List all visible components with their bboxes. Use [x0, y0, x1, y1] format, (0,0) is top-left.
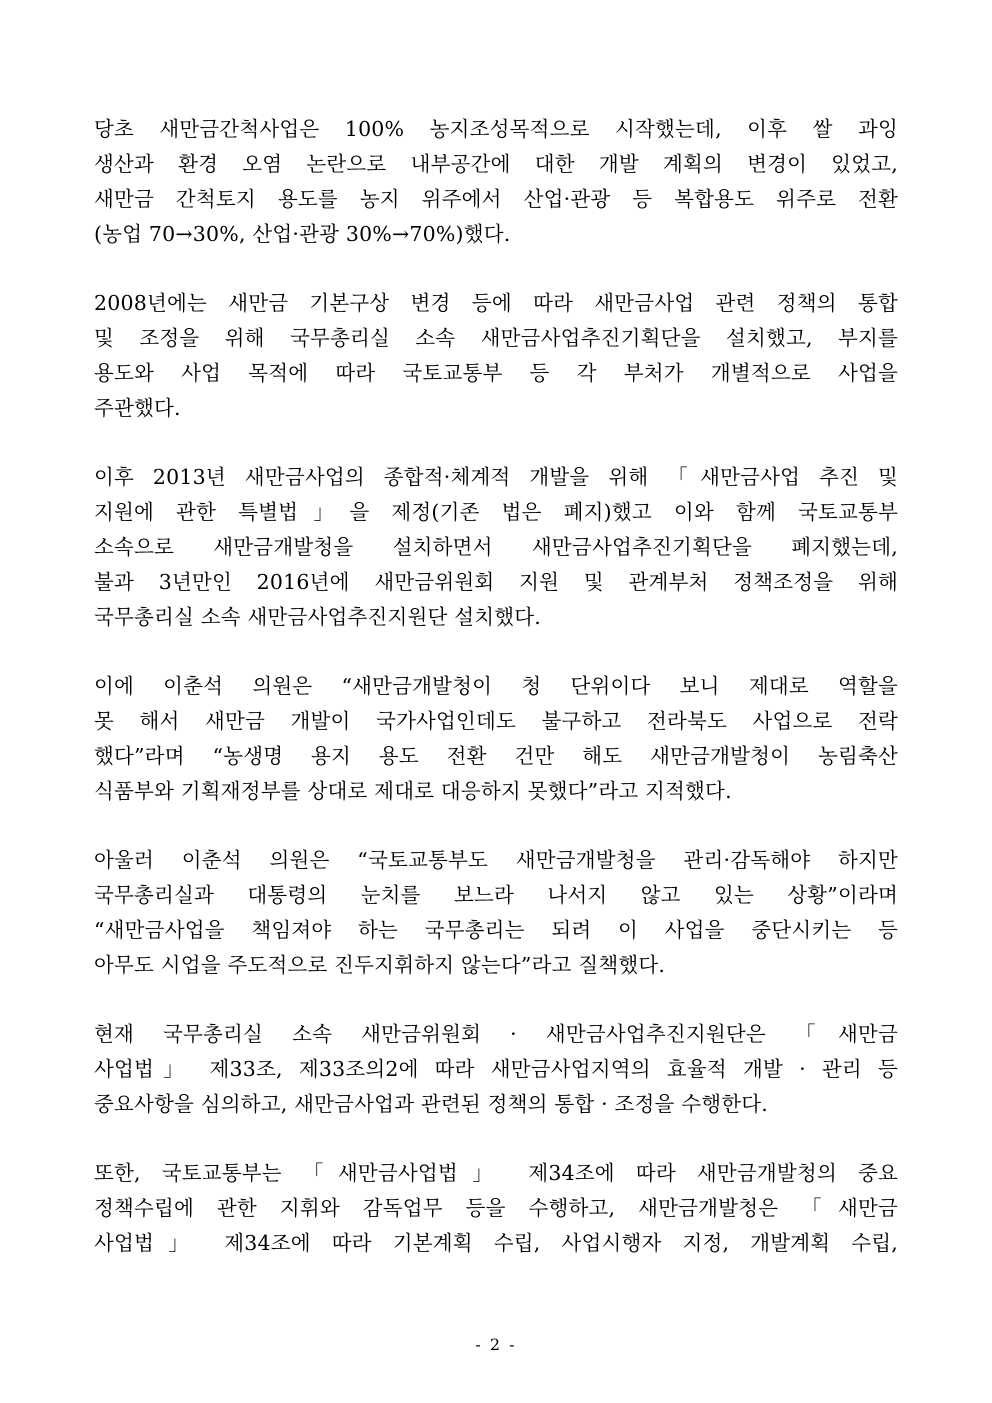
text-line: 했다”라며 “농생명 용지 용도 전환 건만 해도 새만금개발청이 농림축산: [94, 744, 898, 768]
paragraph-2: [94, 286, 898, 426]
text-line: 새만금 간척토지 용도를 농지 위주에서 산업·관광 등 복합용도 위주로 전환: [94, 187, 898, 211]
text-line: 용도와 사업 목적에 따라 국토교통부 등 각 부처가 개별적으로 사업을: [94, 361, 898, 385]
text-line: 이에 이춘석 의원은 “새만금개발청이 청 단위이다 보니 제대로 역할을: [94, 674, 898, 698]
text-line: 사업법」 제34조에 따라 기본계획 수립, 사업시행자 지정, 개발계획 수립,: [94, 1231, 898, 1255]
text-line: 중요사항을 심의하고, 새만금사업과 관련된 정책의 통합 · 조정을 수행한다.: [94, 1092, 768, 1116]
text-line: “새만금사업을 책임져야 하는 국무총리는 되려 이 사업을 중단시키는 등: [94, 918, 898, 942]
text-line: 현재 국무총리실 소속 새만금위원회 · 새만금사업추진지원단은 「새만금: [94, 1022, 898, 1046]
text-line: 생산과 환경 오염 논란으로 내부공간에 대한 개발 계획의 변경이 있었고,: [94, 152, 898, 176]
text-line: 아무도 시업을 주도적으로 진두지휘하지 않는다”라고 질책했다.: [94, 953, 666, 977]
text-line: (농업 70→30%, 산업·관광 30%→70%)했다.: [94, 222, 511, 246]
text-line: 당초 새만금간척사업은 100% 농지조성목적으로 시작했는데, 이후 쌀 과잉: [94, 117, 898, 141]
paragraph-spacer: [94, 252, 898, 286]
text-line: 이후 2013년 새만금사업의 종합적·체계적 개발을 위해 「새만금사업 추진 및: [94, 465, 898, 489]
paragraph-spacer: [94, 635, 898, 669]
text-line: 식품부와 기획재정부를 상대로 제대로 대응하지 못했다”라고 지적했다.: [94, 779, 732, 803]
paragraph-5: [94, 843, 898, 983]
paragraph-6: [94, 1017, 898, 1122]
text-line: 또한, 국토교통부는 「새만금사업법」 제34조에 따라 새만금개발청의 중요: [94, 1161, 898, 1185]
paragraph-spacer: [94, 809, 898, 843]
text-line: 아울러 이춘석 의원은 “국토교통부도 새만금개발청을 관리·감독해야 하지만: [94, 848, 898, 872]
document-body: [94, 112, 898, 1261]
paragraph-spacer: [94, 1122, 898, 1156]
paragraph-1: [94, 112, 898, 252]
text-line: 불과 3년만인 2016년에 새만금위원회 지원 및 관계부처 정책조정을 위해: [94, 570, 898, 594]
paragraph-4: [94, 669, 898, 809]
text-line: 국무총리실 소속 새만금사업추진지원단 설치했다.: [94, 605, 541, 629]
text-line: 및 조정을 위해 국무총리실 소속 새만금사업추진기획단을 설치했고, 부지를: [94, 326, 898, 350]
text-line: 지원에 관한 특별법」을 제정(기존 법은 폐지)했고 이와 함께 국토교통부: [94, 500, 898, 524]
text-line: 2008년에는 새만금 기본구상 변경 등에 따라 새만금사업 관련 정책의 통합: [94, 291, 898, 315]
text-line: 못 해서 새만금 개발이 국가사업인데도 불구하고 전라북도 사업으로 전락: [94, 709, 898, 733]
paragraph-7: [94, 1156, 898, 1261]
text-line: 사업법」 제33조, 제33조의2에 따라 새만금사업지역의 효율적 개발 · 관리 등: [94, 1057, 898, 1081]
text-line: 주관했다.: [94, 396, 181, 420]
paragraph-3: [94, 460, 898, 635]
paragraph-spacer: [94, 426, 898, 460]
page-number: - 2 -: [475, 1335, 517, 1354]
paragraph-spacer: [94, 983, 898, 1017]
text-line: 정책수립에 관한 지휘와 감독업무 등을 수행하고, 새만금개발청은 「새만금: [94, 1196, 898, 1220]
text-line: 소속으로 새만금개발청을 설치하면서 새만금사업추진기획단을 폐지했는데,: [94, 535, 898, 559]
text-line: 국무총리실과 대통령의 눈치를 보느라 나서지 않고 있는 상황”이라며: [94, 883, 898, 907]
